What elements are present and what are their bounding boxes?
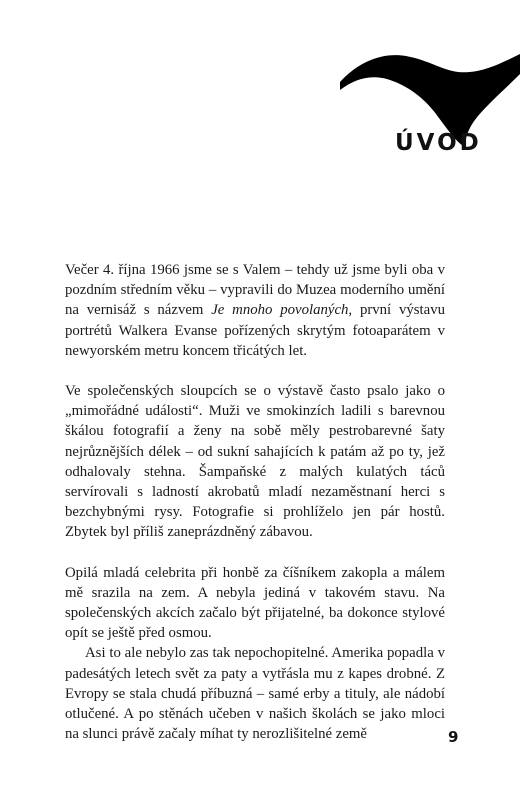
exhibition-title: Je mnoho povolaných, [211, 302, 353, 319]
paragraph-2: Ve společenských sloupcích se o výstavě často psalo jako o „mimořádné události“. Muži ve smokinzích ladili s barevnou škálou fotografií a ženy na sobě měly pestrobarevné šaty nejrůznějších délek – od sukní sahajících k patám až po ty, jež odhalovaly stehna. Šampaňské z malých kulatých táců servírovali s ladností akrobatů mladí nezaměstnaní herci s bezchybnými rysy. Fotografie si prohlíželo jen pár hostů. Zbytek byl příliš zaneprázdněný zábavou. [65, 383, 445, 541]
page-number: 9 [448, 728, 459, 746]
paragraph-4: Asi to ale nebylo zas tak nepochopitelné. Amerika popadla v padesátých letech svět za paty a vytřásla mu z kapes drobné. Z Evropy se stala chudá příbuzná – samé erby a tituly, ale nádobí otlučené. A po stěnách učeben v našich školách se jako mloci na slunci právě začaly míhat ty nerozlišitelné země [65, 645, 445, 743]
paragraph-1-start: Večer 4. října 1966 jsme se s Valem – tehdy už jsme byli oba v pozdním středním věku – vypravili do Muzea moderního umění na vernisáž s názvem [65, 262, 445, 319]
paragraph-1-end: první výstavu portrétů Walkera Evanse pořízených skrytým fotoaparátem v newyorském metru koncem třicátých let. [65, 302, 445, 359]
chapter-title: ÚVOD [395, 130, 482, 156]
body-text [65, 260, 445, 744]
paragraph-1 [65, 260, 445, 361]
paragraph-3: Opilá mladá celebrita při honbě za číšníkem zakopla a málem mě srazila na zem. A nebyla jediná v takovém stavu. Na společenských akcích začalo být přijatelné, ba dokonce stylové opít se ještě před osmou. [65, 564, 445, 642]
